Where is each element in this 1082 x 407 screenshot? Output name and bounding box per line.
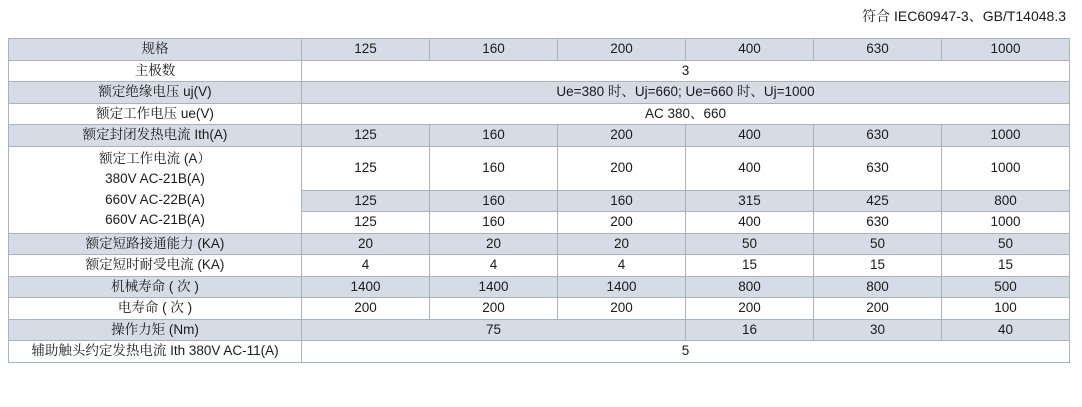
- row-label: 操作力矩 (Nm): [9, 319, 302, 341]
- table-cell: 100: [942, 298, 1070, 320]
- table-cell: 630: [814, 212, 942, 234]
- table-cell: 1000: [942, 146, 1070, 190]
- table-cell: 50: [814, 233, 942, 255]
- working-current-sub-660-ac22b: 660V AC-22B(A): [105, 191, 205, 207]
- row-label: 规格: [9, 39, 302, 61]
- table-cell: 4: [558, 255, 686, 277]
- table-row-spec: [9, 39, 1070, 61]
- row-label: 机械寿命 ( 次 ): [9, 276, 302, 298]
- table-cell: 20: [302, 233, 430, 255]
- table-cell: 200: [558, 298, 686, 320]
- table-cell: 160: [430, 212, 558, 234]
- table-cell: 1400: [558, 276, 686, 298]
- table-cell: 200: [686, 298, 814, 320]
- table-cell: 800: [814, 276, 942, 298]
- table-cell: 630: [814, 125, 942, 147]
- table-row-working-current-380-ac21b: [9, 146, 1070, 190]
- table-cell: 1000: [942, 212, 1070, 234]
- table-cell: 125: [302, 39, 430, 61]
- row-label: 额定短路接通能力 (KA): [9, 233, 302, 255]
- table-cell: 500: [942, 276, 1070, 298]
- table-cell: 630: [814, 39, 942, 61]
- table-cell: 200: [558, 146, 686, 190]
- table-row-thermal-current: [9, 125, 1070, 147]
- table-cell: 630: [814, 146, 942, 190]
- spec-table: [8, 38, 1070, 363]
- table-cell: 16: [686, 319, 814, 341]
- table-cell: 1400: [430, 276, 558, 298]
- table-cell: 4: [430, 255, 558, 277]
- table-cell: 75: [302, 319, 686, 341]
- table-cell: 160: [558, 190, 686, 212]
- table-cell: 5: [302, 341, 1070, 363]
- table-cell: 15: [942, 255, 1070, 277]
- table-row-torque: [9, 319, 1070, 341]
- table-cell: 160: [430, 125, 558, 147]
- table-row-withstand-current: [9, 255, 1070, 277]
- working-current-label: [9, 146, 302, 233]
- table-row-aux-current: [9, 341, 1070, 363]
- table-row-electrical-life: [9, 298, 1070, 320]
- table-cell: 30: [814, 319, 942, 341]
- table-cell: 20: [430, 233, 558, 255]
- table-cell: 1000: [942, 125, 1070, 147]
- table-cell: 425: [814, 190, 942, 212]
- row-label: 额定绝缘电压 uj(V): [9, 82, 302, 104]
- table-cell: 50: [686, 233, 814, 255]
- table-cell: 3: [302, 60, 1070, 82]
- table-cell: 200: [558, 212, 686, 234]
- table-cell: 400: [686, 125, 814, 147]
- row-label: 额定封闭发热电流 Ith(A): [9, 125, 302, 147]
- table-row-poles: [9, 60, 1070, 82]
- table-cell: 200: [558, 39, 686, 61]
- table-cell: 400: [686, 212, 814, 234]
- table-cell: 160: [430, 39, 558, 61]
- table-cell: 50: [942, 233, 1070, 255]
- table-cell: 1000: [942, 39, 1070, 61]
- table-cell: 800: [686, 276, 814, 298]
- table-cell: 160: [430, 146, 558, 190]
- table-cell: 1400: [302, 276, 430, 298]
- table-cell: 200: [302, 298, 430, 320]
- table-cell: 125: [302, 125, 430, 147]
- row-label: 主极数: [9, 60, 302, 82]
- table-cell: 125: [302, 212, 430, 234]
- standard-compliance-note: 符合 IEC60947-3、GB/T14048.3: [862, 8, 1066, 24]
- working-current-title: 额定工作电流 (A）: [99, 150, 211, 166]
- table-cell: 400: [686, 39, 814, 61]
- working-current-sub-380-ac21b: 380V AC-21B(A): [105, 171, 205, 186]
- row-label: 辅助触头约定发热电流 Ith 380V AC-11(A): [9, 341, 302, 363]
- table-cell: 160: [430, 190, 558, 212]
- table-cell: 4: [302, 255, 430, 277]
- table-cell: 200: [558, 125, 686, 147]
- table-cell: AC 380、660: [302, 103, 1070, 125]
- table-row-making-capacity: [9, 233, 1070, 255]
- table-row-mechanical-life: [9, 276, 1070, 298]
- table-cell: 40: [942, 319, 1070, 341]
- table-cell: Ue=380 时、Uj=660; Ue=660 时、Uj=1000: [302, 82, 1070, 104]
- table-cell: 125: [302, 146, 430, 190]
- table-cell: 15: [686, 255, 814, 277]
- table-cell: 200: [814, 298, 942, 320]
- working-current-sub-660-ac21b: 660V AC-21B(A): [105, 212, 205, 227]
- row-label: 电寿命 ( 次 ): [9, 298, 302, 320]
- table-cell: 20: [558, 233, 686, 255]
- table-cell: 125: [302, 190, 430, 212]
- table-cell: 400: [686, 146, 814, 190]
- table-cell: 315: [686, 190, 814, 212]
- table-row-working-voltage: [9, 103, 1070, 125]
- table-cell: 200: [430, 298, 558, 320]
- row-label: 额定工作电压 ue(V): [9, 103, 302, 125]
- table-cell: 15: [814, 255, 942, 277]
- row-label: 额定短时耐受电流 (KA): [9, 255, 302, 277]
- table-cell: 800: [942, 190, 1070, 212]
- table-row-insulation-voltage: [9, 82, 1070, 104]
